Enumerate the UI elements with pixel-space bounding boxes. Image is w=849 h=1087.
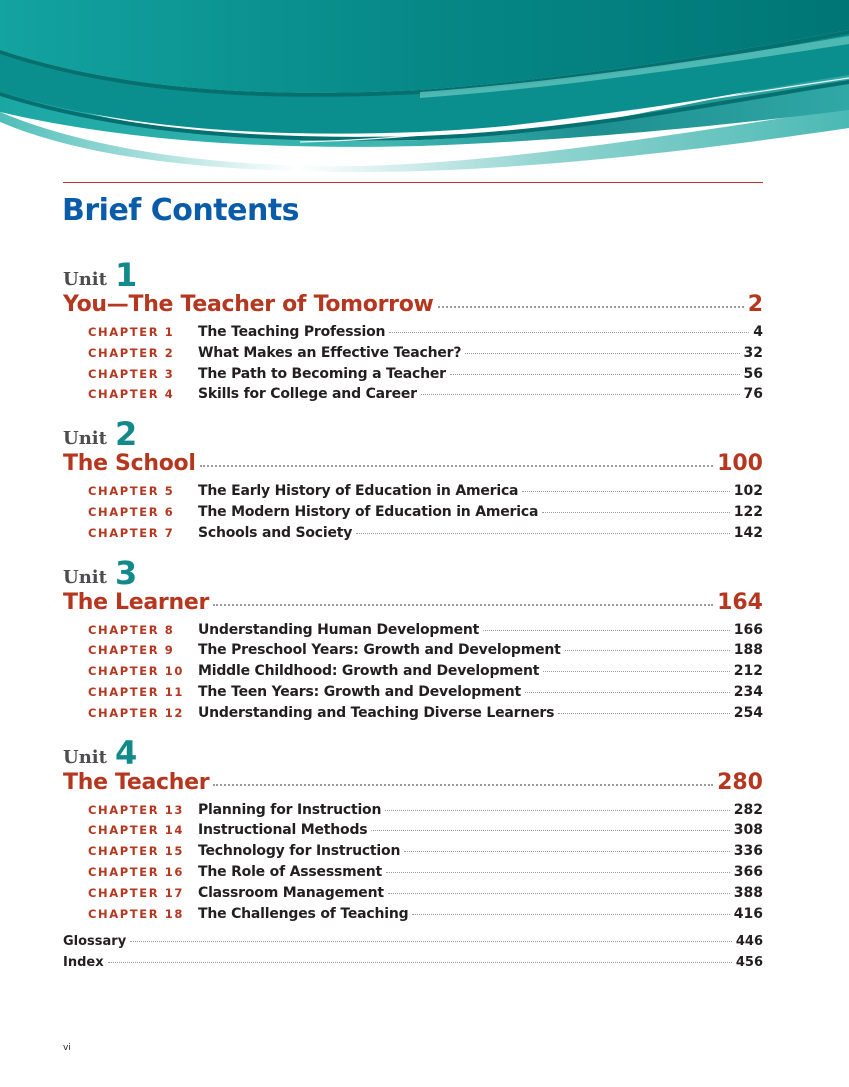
chapter-page-number: 188 [733, 642, 763, 659]
chapter-page-number: 282 [733, 801, 763, 818]
chapter-label: CHAPTER 9 [88, 643, 175, 658]
chapter-label: CHAPTER 18 [88, 906, 184, 921]
unit-word: Unit [63, 746, 107, 768]
chapter-label: CHAPTER 1 [88, 325, 175, 339]
unit-label [63, 553, 763, 592]
unit-number: 3 [114, 553, 138, 592]
dot-leader [522, 490, 729, 492]
chapter-row[interactable] [63, 802, 763, 823]
chapter-label: CHAPTER 12 [88, 705, 184, 720]
dot-leader [130, 940, 732, 942]
dot-leader [438, 305, 744, 308]
page-folio: vi [63, 1043, 71, 1053]
chapter-list [63, 483, 763, 545]
dot-leader [386, 871, 730, 873]
chapter-page-number: 76 [743, 386, 763, 403]
chapter-page-number: 336 [733, 843, 763, 860]
unit-title-row[interactable] [63, 292, 763, 322]
dot-leader [385, 809, 730, 811]
chapter-page-number: 366 [733, 863, 763, 880]
chapter-page-number: 388 [733, 884, 763, 901]
dot-leader [200, 464, 713, 467]
chapter-title: The Early History of Education in America [198, 483, 519, 500]
unit-title: You—The Teacher of Tomorrow [63, 292, 434, 317]
contents-list [63, 250, 763, 976]
chapter-label: CHAPTER 10 [88, 664, 184, 679]
unit-4 [63, 734, 763, 927]
unit-word: Unit [63, 566, 107, 588]
chapter-list [63, 622, 763, 726]
chapter-row[interactable] [63, 843, 763, 864]
dot-leader [371, 829, 729, 831]
chapter-title: Planning for Instruction [198, 801, 382, 818]
chapter-page-number: 254 [733, 704, 763, 721]
unit-number: 2 [114, 415, 138, 454]
chapter-list [63, 324, 763, 407]
dot-leader [465, 352, 739, 354]
page-title: Brief Contents [62, 193, 300, 228]
unit-page-number: 164 [717, 589, 763, 615]
chapter-row[interactable] [63, 906, 763, 927]
dot-leader [389, 331, 749, 333]
dot-leader [108, 961, 732, 963]
chapter-row[interactable] [63, 504, 763, 525]
chapter-label: CHAPTER 16 [88, 864, 184, 879]
chapter-label: CHAPTER 8 [88, 622, 175, 637]
unit-word: Unit [63, 428, 107, 450]
unit-label [63, 733, 763, 772]
back-matter-title: Index [63, 955, 104, 971]
dot-leader [213, 783, 713, 786]
chapter-row[interactable] [63, 684, 763, 705]
chapter-row[interactable] [63, 483, 763, 504]
chapter-title: The Role of Assessment [198, 863, 383, 880]
chapter-page-number: 122 [733, 503, 763, 520]
chapter-label: CHAPTER 14 [88, 823, 184, 838]
chapter-title: What Makes an Effective Teacher? [198, 344, 462, 361]
chapter-row[interactable] [63, 386, 763, 407]
unit-number: 1 [114, 256, 138, 294]
chapter-label: CHAPTER 17 [88, 885, 184, 900]
chapter-row[interactable] [63, 822, 763, 843]
chapter-title: The Modern History of Education in America [198, 503, 539, 520]
dot-leader [483, 629, 730, 631]
chapter-page-number: 166 [733, 621, 763, 638]
unit-word: Unit [63, 269, 107, 290]
dot-leader [404, 850, 730, 852]
chapter-row[interactable] [63, 642, 763, 663]
chapter-title: Skills for College and Career [198, 386, 417, 403]
unit-page-number: 2 [747, 292, 763, 317]
chapter-title: The Teaching Profession [198, 324, 386, 340]
unit-title: The School [63, 451, 196, 477]
chapter-page-number: 56 [743, 365, 763, 382]
dot-leader [558, 712, 730, 714]
chapter-label: CHAPTER 4 [88, 387, 175, 402]
chapter-row[interactable] [63, 705, 763, 726]
chapter-list [63, 802, 763, 927]
unit-2 [63, 415, 763, 545]
back-matter-page-number: 446 [735, 934, 763, 950]
unit-title-row[interactable] [63, 590, 763, 620]
back-matter [63, 934, 763, 976]
chapter-page-number: 142 [733, 524, 763, 541]
chapter-page-number: 234 [733, 683, 763, 700]
unit-1 [63, 256, 763, 407]
dot-leader [525, 691, 730, 693]
chapter-title: The Path to Becoming a Teacher [198, 365, 446, 382]
chapter-label: CHAPTER 7 [88, 525, 175, 540]
chapter-label: CHAPTER 5 [88, 484, 175, 499]
chapter-title: Understanding Human Development [198, 621, 480, 638]
index-row[interactable] [63, 955, 763, 976]
unit-number: 4 [114, 733, 138, 772]
chapter-row[interactable] [63, 622, 763, 643]
dot-leader [356, 532, 730, 534]
chapter-title: The Preschool Years: Growth and Development [198, 642, 561, 659]
title-rule [63, 182, 763, 183]
header-wave-banner [0, 0, 849, 175]
chapter-page-number: 4 [753, 324, 763, 340]
chapter-page-number: 32 [743, 344, 763, 361]
chapter-page-number: 308 [733, 822, 763, 839]
dot-leader [542, 511, 730, 513]
dot-leader [565, 649, 730, 651]
chapter-title: Middle Childhood: Growth and Development [198, 663, 540, 680]
chapter-label: CHAPTER 15 [88, 844, 184, 859]
unit-page-number: 100 [717, 451, 763, 477]
dot-leader [412, 913, 729, 915]
unit-title-row[interactable] [63, 451, 763, 481]
chapter-row[interactable] [63, 864, 763, 885]
unit-label [63, 256, 763, 294]
back-matter-title: Glossary [63, 934, 127, 950]
unit-title: The Teacher [63, 769, 210, 795]
chapter-title: Understanding and Teaching Diverse Learners [198, 704, 555, 721]
chapter-label: CHAPTER 3 [88, 366, 175, 381]
chapter-title: Classroom Management [198, 884, 384, 901]
chapter-page-number: 102 [733, 483, 763, 500]
unit-page-number: 280 [717, 769, 763, 795]
chapter-label: CHAPTER 6 [88, 504, 175, 519]
chapter-title: The Teen Years: Growth and Development [198, 683, 522, 700]
unit-label [63, 415, 763, 454]
dot-leader [388, 892, 730, 894]
dot-leader [213, 603, 713, 606]
chapter-page-number: 416 [733, 905, 763, 922]
chapter-label: CHAPTER 11 [88, 684, 184, 699]
chapter-row[interactable] [63, 663, 763, 684]
chapter-page-number: 212 [733, 663, 763, 680]
back-matter-page-number: 456 [735, 955, 763, 971]
unit-title: The Learner [63, 589, 210, 615]
chapter-row[interactable] [63, 525, 763, 546]
chapter-title: The Challenges of Teaching [198, 905, 409, 922]
chapter-row[interactable] [63, 324, 763, 345]
chapter-title: Schools and Society [198, 524, 353, 541]
dot-leader [421, 393, 740, 395]
chapter-row[interactable] [63, 885, 763, 906]
unit-title-row[interactable] [63, 770, 763, 800]
chapter-row[interactable] [63, 366, 763, 387]
dot-leader [543, 670, 730, 672]
unit-3 [63, 554, 763, 726]
chapter-row[interactable] [63, 345, 763, 366]
chapter-label: CHAPTER 13 [88, 802, 184, 817]
chapter-title: Instructional Methods [198, 822, 368, 839]
chapter-title: Technology for Instruction [198, 843, 401, 860]
dot-leader [450, 373, 740, 375]
glossary-row[interactable] [63, 934, 763, 955]
chapter-label: CHAPTER 2 [88, 345, 175, 360]
